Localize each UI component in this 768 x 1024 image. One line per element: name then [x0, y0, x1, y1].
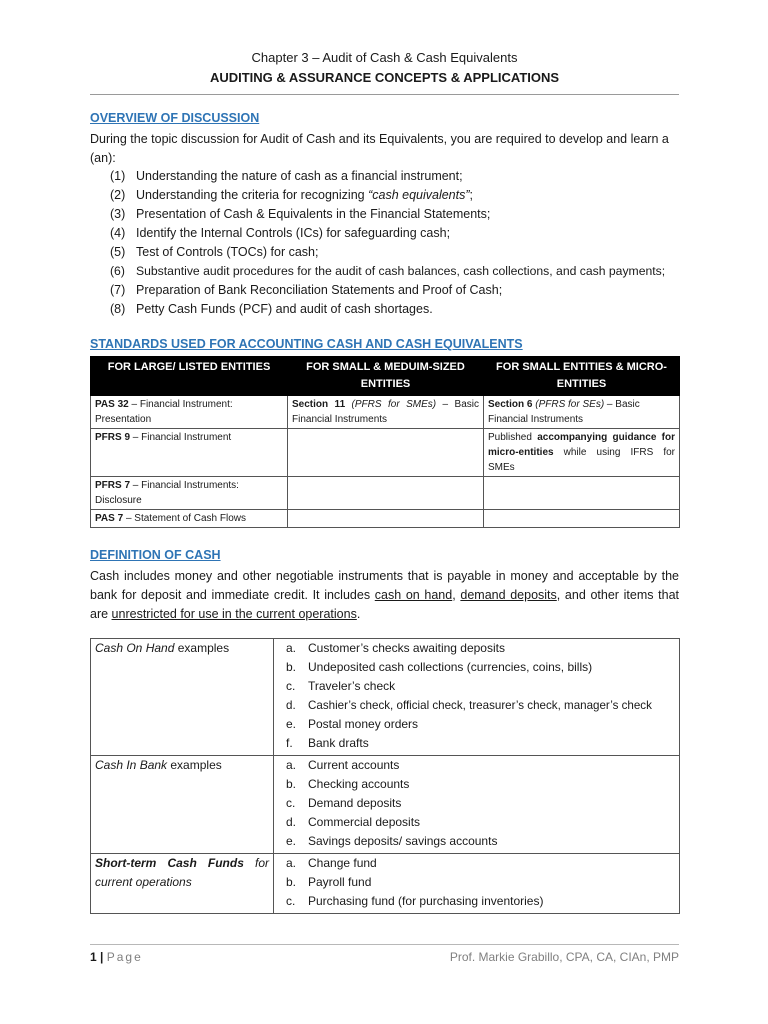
list-item: (5) Test of Controls (TOCs) for cash; — [110, 245, 319, 260]
list-item: d. Commercial deposits — [286, 814, 421, 829]
table-cell: PFRS 9 – Financial Instrument — [91, 429, 288, 477]
table-cell — [288, 510, 484, 528]
cash-category-label: Cash On Hand examples — [91, 638, 274, 755]
author-credit: Prof. Markie Grabillo, CPA, CA, CIAn, PMP — [449, 950, 679, 964]
column-header-sme: FOR SMALL & MEDUIM-SIZED ENTITIES — [288, 357, 484, 396]
list-item: (1) Understanding the nature of cash as a financial instrument; — [110, 169, 463, 184]
table-header-row — [91, 357, 680, 396]
course-title: AUDITING & ASSURANCE CONCEPTS & APPLICATIONS — [209, 70, 560, 85]
table-cell — [288, 429, 484, 477]
list-item: (6) Substantive audit procedures for the audit of cash balances, cash collections, and cash payments; — [110, 264, 666, 279]
table-cell: PFRS 7 – Financial Instruments: Disclosure — [91, 477, 288, 510]
table-row — [91, 853, 680, 913]
table-row — [91, 755, 680, 853]
column-header-large: FOR LARGE/ LISTED ENTITIES — [91, 357, 288, 396]
list-item: (8) Petty Cash Funds (PCF) and audit of cash shortages. — [110, 302, 433, 317]
standards-section — [90, 335, 679, 528]
table-cell — [288, 477, 484, 510]
table-cell: PAS 32 – Financial Instrument: Presentation — [91, 396, 288, 429]
page-number: 1 | Page — [90, 950, 143, 964]
document-header — [90, 48, 679, 88]
table-cell — [484, 477, 680, 510]
list-item: (7) Preparation of Bank Reconciliation Statements and Proof of Cash; — [110, 283, 503, 298]
table-row — [91, 429, 680, 477]
overview-heading: OVERVIEW OF DISCUSSION — [90, 111, 260, 125]
table-cell — [274, 638, 680, 755]
table-cell — [274, 853, 680, 913]
list-item: (2) Understanding the criteria for recognizing “cash equivalents”; — [110, 188, 474, 203]
list-item: f. Bank drafts — [286, 735, 369, 750]
standards-table — [90, 356, 680, 528]
table-row — [91, 510, 680, 528]
overview-list — [90, 167, 679, 319]
cash-category-label: Cash In Bank examples — [91, 755, 274, 853]
list-item: b. Payroll fund — [286, 874, 372, 889]
definition-paragraph: Cash includes money and other negotiable instruments that is payable in money and acceptable by the bank for deposit and immediate credit. It includes cash on hand, demand deposits, and other items that are unrestricted for use in the current operations. — [90, 568, 680, 621]
definition-heading: DEFINITION OF CASH — [90, 548, 221, 562]
list-item: a. Change fund — [286, 855, 377, 870]
definition-section — [90, 546, 679, 624]
list-item: c. Purchasing fund (for purchasing inventories) — [286, 893, 544, 908]
list-item: e. Savings deposits/ savings accounts — [286, 833, 498, 848]
cash-category-label: Short-term Cash Funds for current operations — [91, 853, 274, 913]
document-page — [90, 48, 679, 914]
list-item: (4) Identify the Internal Controls (ICs) for safeguarding cash; — [110, 226, 451, 241]
table-cell: Section 11 (PFRS for SMEs) – Basic Financial Instruments — [288, 396, 484, 429]
chapter-title: Chapter 3 – Audit of Cash & Cash Equivalents — [251, 50, 518, 65]
overview-intro: During the topic discussion for Audit of Cash and its Equivalents, you are required to develop and learn a (an): — [90, 131, 669, 165]
list-item: b. Checking accounts — [286, 776, 410, 791]
table-cell: PAS 7 – Statement of Cash Flows — [91, 510, 288, 528]
table-cell — [484, 510, 680, 528]
table-row — [91, 638, 680, 755]
column-header-micro: FOR SMALL ENTITIES & MICRO-ENTITIES — [484, 357, 680, 396]
list-item: c. Demand deposits — [286, 795, 402, 810]
overview-section — [90, 109, 679, 319]
list-item: a. Customer’s checks awaiting deposits — [286, 640, 505, 655]
header-divider — [90, 94, 679, 95]
cash-examples-table — [90, 638, 680, 914]
standards-heading: STANDARDS USED FOR ACCOUNTING CASH AND CASH EQUIVALENTS — [90, 337, 523, 352]
table-cell: Published accompanying guidance for micro-entities while using IFRS for SMEs — [484, 429, 680, 477]
list-item: c. Traveler’s check — [286, 678, 396, 693]
list-item: a. Current accounts — [286, 757, 400, 772]
list-item: b. Undeposited cash collections (currencies, coins, bills) — [286, 659, 593, 674]
page-footer — [90, 944, 679, 966]
table-row — [91, 477, 680, 510]
table-cell — [274, 755, 680, 853]
list-item: (3) Presentation of Cash & Equivalents in the Financial Statements; — [110, 207, 491, 222]
table-row — [91, 396, 680, 429]
table-cell: Section 6 (PFRS for SEs) – Basic Financial Instruments — [484, 396, 680, 429]
list-item: e. Postal money orders — [286, 716, 419, 731]
list-item: d. Cashier’s check, official check, treasurer’s check, manager’s check — [286, 698, 652, 712]
